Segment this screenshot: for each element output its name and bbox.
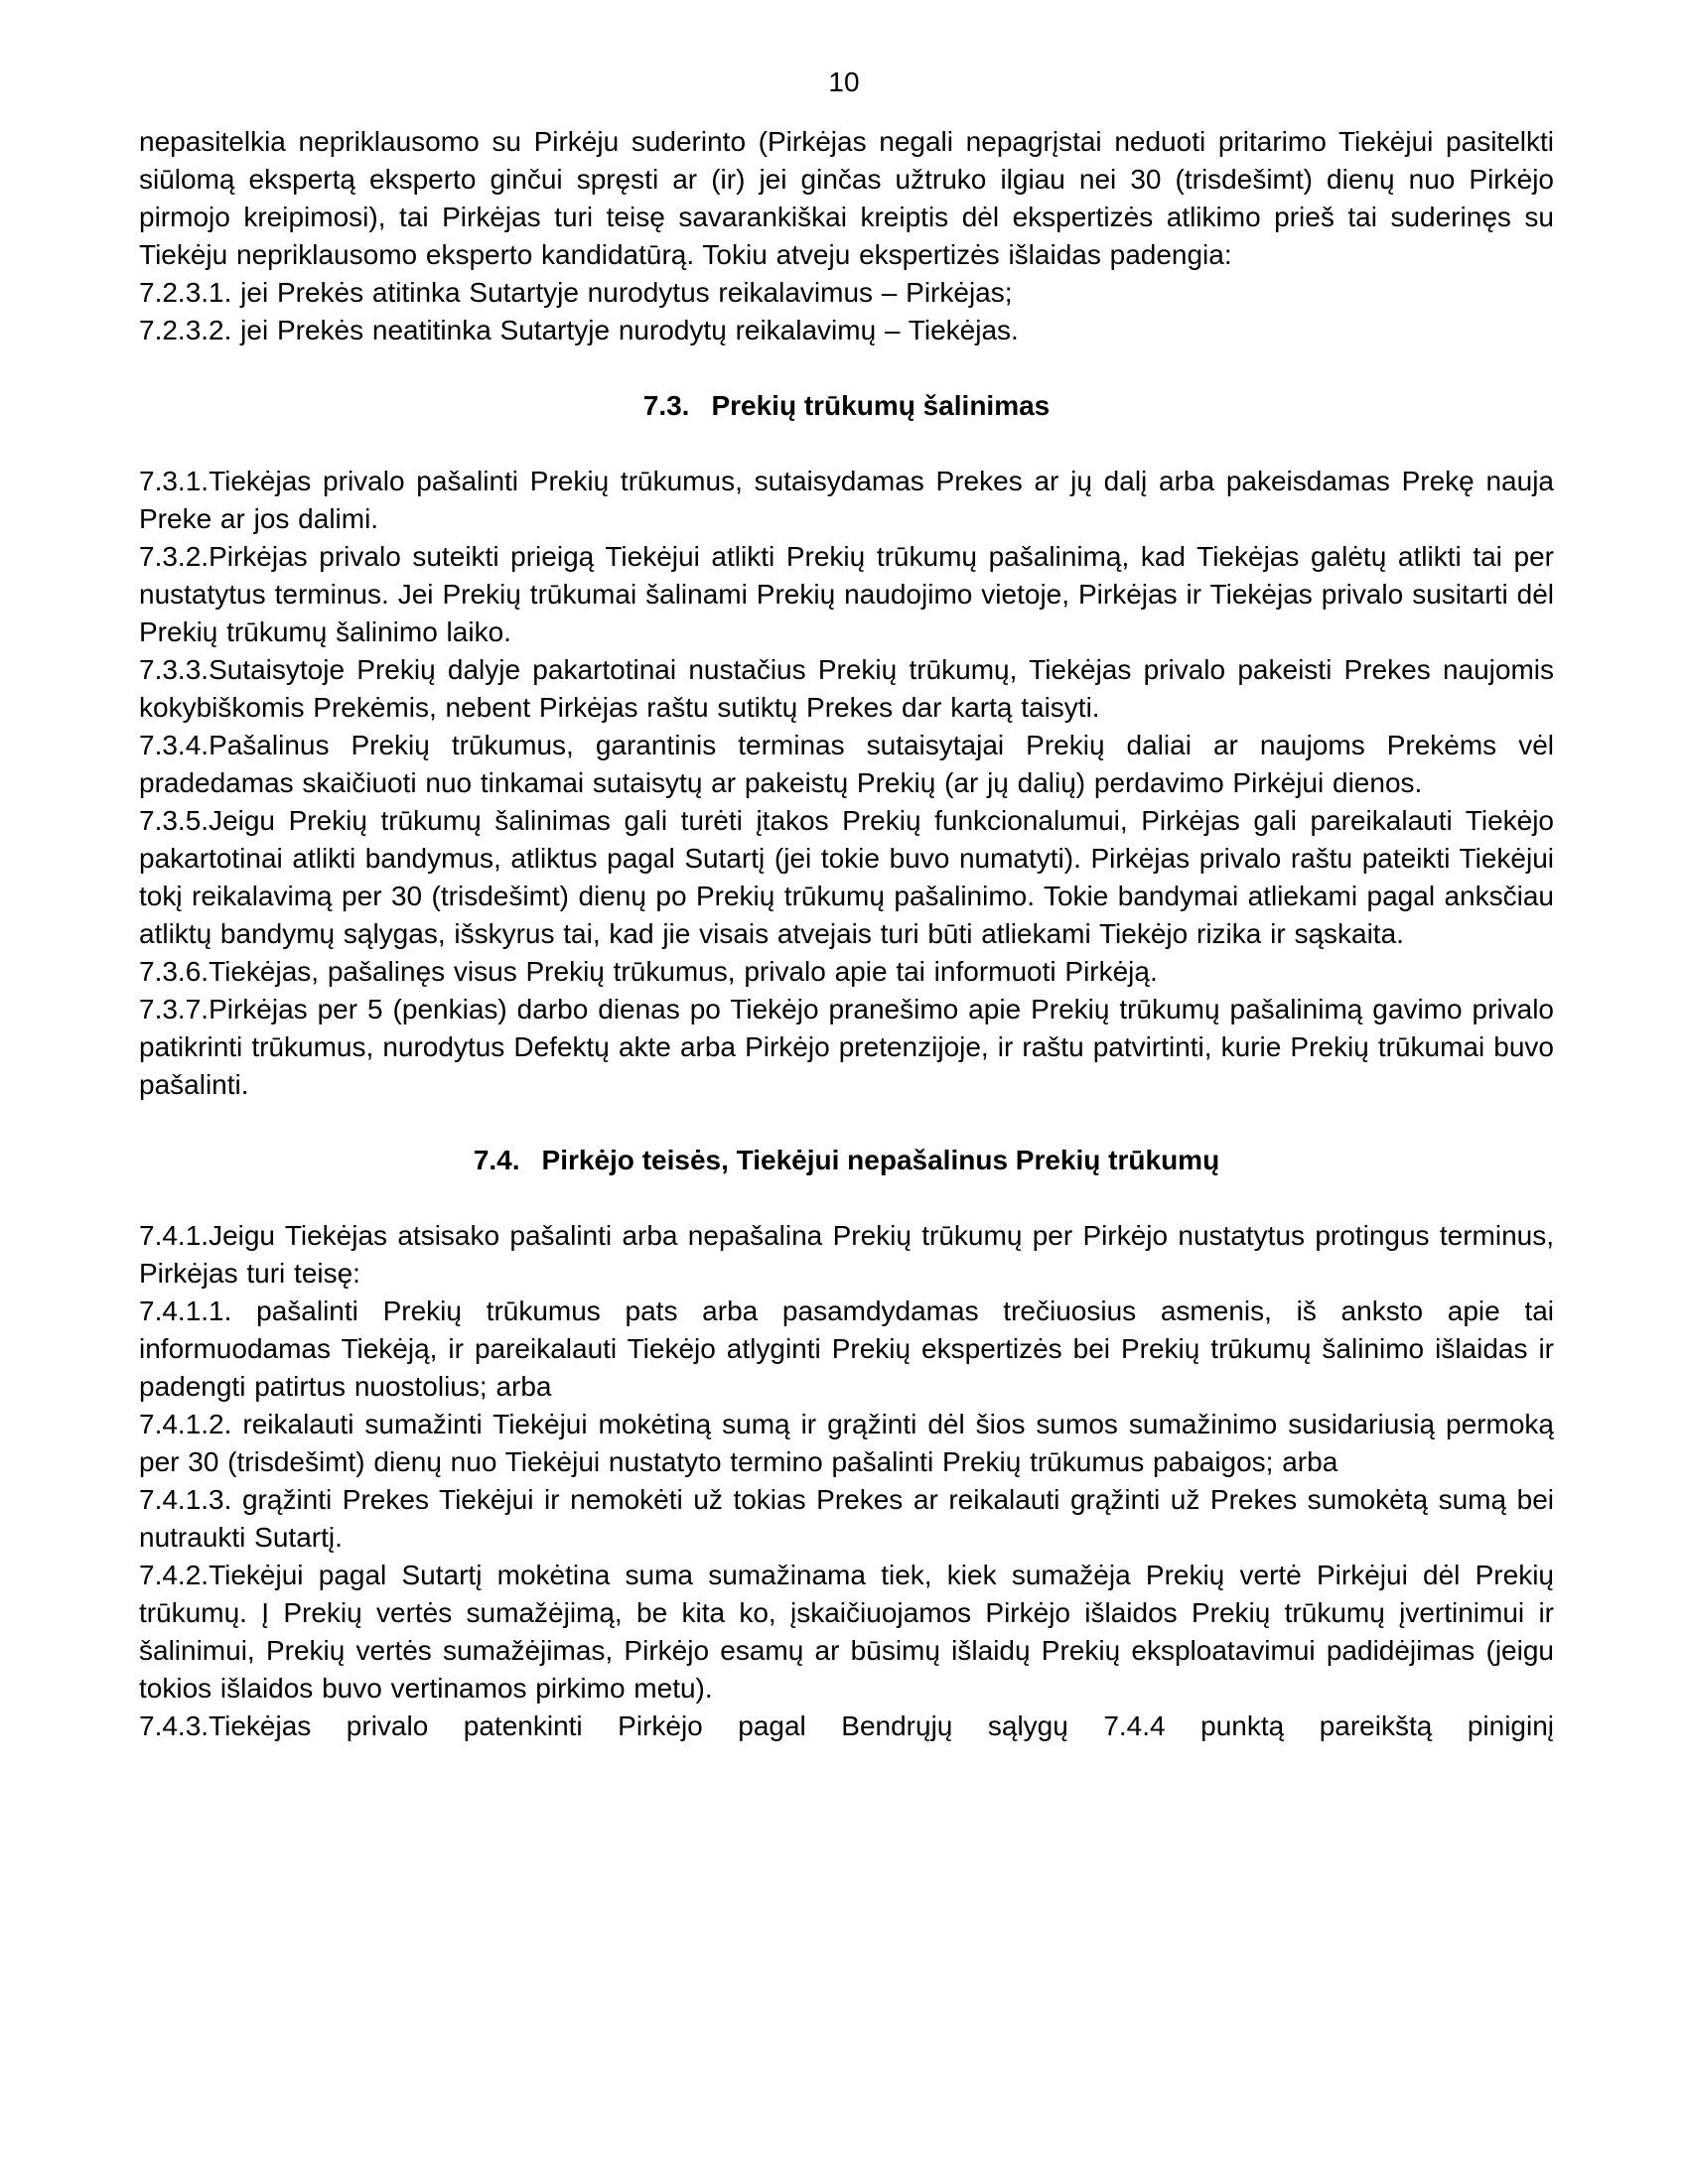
clause-number: 7.3.2. [139, 541, 210, 572]
clause-paragraph-7-3-1: 7.3.1.Tiekėjas privalo pašalinti Prekių trūkumus, sutaisydamas Prekes ar jų dalį arba pakeisdamas Prekę nauja Preke ar jos dalimi. [139, 466, 1554, 534]
clause-paragraph-7-3-2: 7.3.2.Pirkėjas privalo suteikti prieigą Tiekėjui atlikti Prekių trūkumų pašalinimą, kad Tiekėjas galėtų atlikti tai per nustatytus terminus. Jei Prekių trūkumai šalinami Prekių naudojimo vietoje, Pirkėjas ir Tiekėjas privalo susitarti dėl Prekių trūkumų šalinimo laiko. [139, 541, 1554, 647]
clause-paragraph-7-4-1-3: 7.4.1.3. grąžinti Prekes Tiekėjui ir nemokėti už tokias Prekes ar reikalauti grąžinti už Prekes sumokėtą sumą bei nutraukti Sutartį. [139, 1484, 1554, 1553]
section-number: 7.4. [473, 1145, 520, 1175]
section-title: Pirkėjo teisės, Tiekėjui nepašalinus Prekių trūkumų [541, 1145, 1220, 1175]
section-number: 7.3. [642, 390, 690, 421]
clause-number: 7.3.4. [139, 730, 210, 760]
clause-number: 7.3.6. [139, 956, 210, 987]
clause-paragraph-7-4-2: 7.4.2.Tiekėjui pagal Sutartį mokėtina suma sumažinama tiek, kiek sumažėja Prekių vertė Pirkėjui dėl Prekių trūkumų. Į Prekių vertės sumažėjimą, be kita ko, įskaičiuojamos Pirkėjo išlaidos Prekių trūkumų įvertinimui ir šalinimui, Prekių vertės sumažėjimas, Pirkėjo esamų ar būsimų išlaidų Prekių eksploatavimui padidėjimas (jeigu tokios išlaidos buvo vertinamos pirkimo metu). [139, 1560, 1554, 1704]
clause-number: 7.4.1. [139, 1220, 210, 1251]
clause-paragraph-7-4-1-2: 7.4.1.2. reikalauti sumažinti Tiekėjui mokėtiną sumą ir grąžinti dėl šios sumos sumažinimo susidariusią permoką per 30 (trisdešimt) dienų nuo Tiekėjui nustatyto termino pašalinti Prekių trūkumus pabaigos; arba [139, 1409, 1554, 1477]
clause-paragraph-7-3-6: 7.3.6.Tiekėjas, pašalinęs visus Prekių trūkumus, privalo apie tai informuoti Pirkėją. [139, 956, 1158, 987]
clause-paragraph-7-3-3: 7.3.3.Sutaisytoje Prekių dalyje pakartotinai nustačius Prekių trūkumų, Tiekėjas privalo pakeisti Prekes naujomis kokybiškomis Prekėmis, nebent Pirkėjas raštu sutiktų Prekes dar kartą taisyti. [139, 654, 1554, 723]
section-heading-7-4 [139, 1142, 1554, 1179]
clause-number: 7.4.1.1. [139, 1296, 232, 1326]
clause-number: 7.4.1.2. [139, 1409, 232, 1439]
clause-paragraph-continuation: nepasitelkia nepriklausomo su Pirkėju suderinto (Pirkėjas negali nepagrįstai neduoti pritarimo Tiekėjui pasitelkti siūlomą ekspertą eksperto ginčui spręsti ar (ir) jei ginčas užtruko ilgiau nei 30 (trisdešimt) dienų nuo Pirkėjo pirmojo kreipimosi), tai Pirkėjas turi teisę savarankiškai kreiptis dėl ekspertizės atlikimo prieš tai suderinęs su Tiekėju nepriklausomo eksperto kandidatūrą. Tokiu atveju ekspertizės išlaidas padengia: [139, 126, 1554, 270]
clause-number: 7.4.2. [139, 1560, 210, 1590]
clause-paragraph-7-4-3: 7.4.3.Tiekėjas privalo patenkinti Pirkėjo pagal Bendrųjų sąlygų 7.4.4 punktą pareikštą piniginį [139, 1710, 1554, 1741]
clause-number: 7.2.3.1. [139, 277, 232, 308]
page-number: 10 [828, 67, 860, 97]
clause-number: 7.3.1. [139, 466, 210, 496]
clause-paragraph-7-3-5: 7.3.5.Jeigu Prekių trūkumų šalinimas gali turėti įtakos Prekių funkcionalumui, Pirkėjas gali pareikalauti Tiekėjo pakartotinai atlikti bandymus, atliktus pagal Sutartį (jei tokie buvo numatyti). Pirkėjas privalo raštu pateikti Tiekėjui tokį reikalavimą per 30 (trisdešimt) dienų po Prekių trūkumų pašalinimo. Tokie bandymai atliekami pagal anksčiau atliktų bandymų sąlygas, išskyrus tai, kad jie visais atvejais turi būti atliekami Tiekėjo rizika ir sąskaita. [139, 805, 1554, 949]
clause-paragraph-7-2-3-1: 7.2.3.1. jei Prekės atitinka Sutartyje nurodytus reikalavimus – Pirkėjas; [139, 277, 1013, 308]
section-heading-7-3 [139, 387, 1554, 425]
clause-number: 7.3.5. [139, 805, 210, 836]
document-content [139, 123, 1554, 1745]
clause-number: 7.3.3. [139, 654, 210, 685]
clause-paragraph-7-2-3-2: 7.2.3.2. jei Prekės neatitinka Sutartyje nurodytų reikalavimų – Tiekėjas. [139, 315, 1019, 345]
clause-number: 7.4.1.3. [139, 1484, 232, 1515]
clause-number: 7.4.3. [139, 1710, 210, 1741]
clause-number: 7.3.7. [139, 994, 210, 1024]
clause-paragraph-7-4-1: 7.4.1.Jeigu Tiekėjas atsisako pašalinti arba nepašalina Prekių trūkumų per Pirkėjo nustatytus protingus terminus, Pirkėjas turi teisę: [139, 1220, 1554, 1289]
clause-paragraph-7-3-4: 7.3.4.Pašalinus Prekių trūkumus, garantinis terminas sutaisytajai Prekių daliai ar naujoms Prekėms vėl pradedamas skaičiuoti nuo tinkamai sutaisytų ar pakeistų Prekių (ar jų dalių) perdavimo Pirkėjui dienos. [139, 730, 1554, 798]
section-title: Prekių trūkumų šalinimas [711, 390, 1051, 421]
clause-paragraph-7-4-1-1: 7.4.1.1. pašalinti Prekių trūkumus pats arba pasamdydamas trečiuosius asmenis, iš anksto apie tai informuodamas Tiekėją, ir pareikalauti Tiekėjo atlyginti Prekių ekspertizės bei Prekių trūkumų šalinimo išlaidas ir padengti patirtus nuostolius; arba [139, 1296, 1554, 1402]
clause-paragraph-7-3-7: 7.3.7.Pirkėjas per 5 (penkias) darbo dienas po Tiekėjo pranešimo apie Prekių trūkumų pašalinimą gavimo privalo patikrinti trūkumus, nurodytus Defektų akte arba Pirkėjo pretenzijoje, ir raštu patvirtinti, kurie Prekių trūkumai buvo pašalinti. [139, 994, 1554, 1100]
clause-number: 7.2.3.2. [139, 315, 232, 345]
